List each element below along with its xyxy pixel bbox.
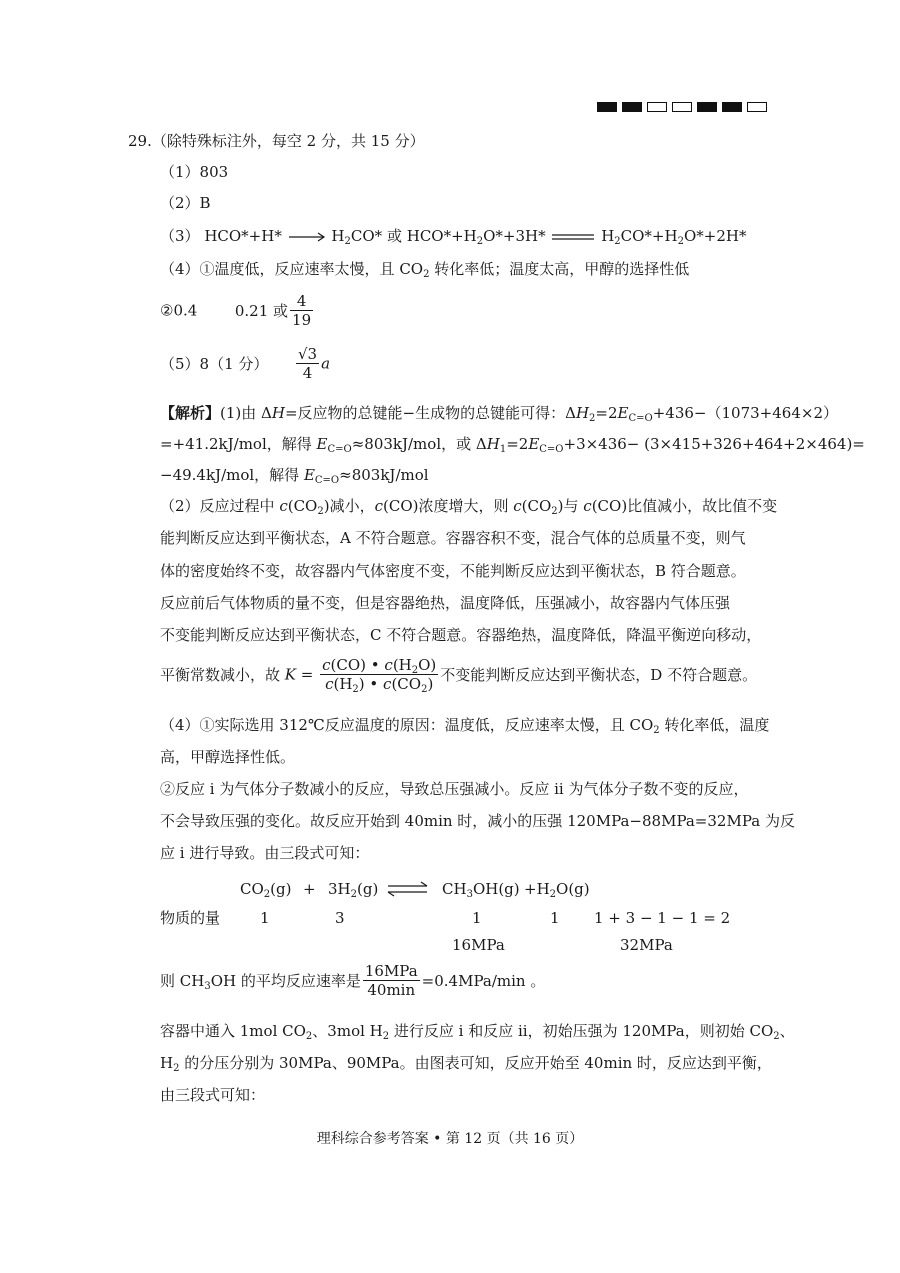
analysis-2-line2: 能判断反应达到平衡状态，A 不符合题意。容器容积不变，混合气体的总质量不变，则气 xyxy=(160,529,746,547)
reaction-ch3oh: $CH_3OH(g)$ xyxy=(442,880,520,900)
table-value-h2: 3 xyxy=(335,909,345,927)
fraction-4-19: $\frac{4}{19}$ xyxy=(292,292,312,329)
table-value-h2o: 1 xyxy=(550,909,560,927)
analysis-2-line5: 不变能判断反应达到平衡状态，C 不符合题意。容器绝热，温度降低，降温平衡逆向移动， xyxy=(160,626,762,644)
header-mark-1 xyxy=(597,102,617,112)
analysis-1-line2: =+41.2kJ/mol，解得 $E_{C=O}\approx 803kJ$/mol，或 $\Delta H_1=2E_{C=O}+3\times 436- (3\times 415+326+464+2\times 464)=$ xyxy=(160,435,865,455)
analysis-2-line6: 平衡常数减小，故 K = $\frac{c(CO) • c(H_2O)}{c(H_2) • c(CO_2)}$ 不变能判断反应达到平衡状态，D 不符合题意。 xyxy=(160,656,758,695)
reaction-h2: $3H_2(g)$ xyxy=(328,880,379,900)
table-row-label: 物质的量 xyxy=(160,909,221,927)
equals-icon xyxy=(550,232,596,242)
header-mark-3 xyxy=(647,102,667,112)
analysis-4-line3: ②反应 i 为气体分子数减小的反应，导致总压强减小。反应 ii 为气体分子数不变的反应， xyxy=(160,780,749,798)
last-line1: 容器中通入 1mol $CO_2$、3mol $H_2$ 进行反应 i 和反应 ii，初始压强为 120MPa，则初始 $CO_2$、 xyxy=(160,1022,795,1042)
eq1-left: HCO*+H* xyxy=(204,227,282,245)
reaction-plus: + xyxy=(303,880,316,898)
header-marks xyxy=(597,102,767,114)
table-value-co2: 1 xyxy=(260,909,270,927)
header-mark-7 xyxy=(747,102,767,112)
analysis-4-line4: 不会导致压强的变化。故反应开始到 40min 时，减小的压强 120MPa−88MPa=32MPa 为反 xyxy=(160,812,795,830)
analysis-2-line3: 体的密度始终不变，故容器内气体密度不变，不能判断反应达到平衡状态，B 符合题意。 xyxy=(160,562,746,580)
answer-1: （1）803 xyxy=(160,163,229,181)
table-pressure-1: 16MPa xyxy=(452,936,505,954)
header-mark-6 xyxy=(722,102,742,112)
answer-3: （3） HCO*+H* $H_2CO*$ 或 $HCO*+H_2O*+3H*$ $H_2CO*+H_2O*+2H*$ xyxy=(160,227,747,247)
eq1-right: $H_2CO*$ xyxy=(331,227,383,247)
equilibrium-constant-fraction: $\frac{c(CO) • c(H_2O)}{c(H_2) • c(CO_2)}$ xyxy=(322,656,437,695)
table-value-sum: 1 + 3 − 1 − 1 = 2 xyxy=(594,909,731,927)
question-number: 29.（除特殊标注外，每空 2 分，共 15 分） xyxy=(128,132,425,150)
header-mark-5 xyxy=(697,102,717,112)
reversible-arrow-icon xyxy=(385,880,431,898)
header-mark-2 xyxy=(622,102,642,112)
question-note: （除特殊标注外，每空 2 分，共 15 分） xyxy=(151,132,425,150)
reaction-h2o: $+H_2O(g)$ xyxy=(524,880,590,900)
answer-4-2: ②0.4 0.21 或 $\frac{4}{19}$ xyxy=(160,292,312,329)
answer-2: （2）B xyxy=(160,194,211,212)
fraction-sqrt3-4: $\frac{√3}{4}$ xyxy=(297,345,318,382)
analysis-4-line1: （4）①实际选用 312℃反应温度的原因：温度低，反应速率太慢，且 $CO_2$ 转化率低，温度 xyxy=(160,716,770,736)
eq2-right: $H_2CO*+H_2O*+2H*$ xyxy=(601,227,747,247)
analysis-1-line3: −49.4kJ/mol，解得 $E_{C=O}\approx 803kJ$/mol xyxy=(160,466,429,486)
analysis-1-line1: 【解析】(1)由 ΔH=反应物的总键能−生成物的总键能可得：$\Delta H_2=2E_{C=O}+436-(1073+464\times 2)$ xyxy=(160,404,838,424)
reaction-co2: $CO_2(g)$ xyxy=(240,880,292,900)
header-mark-4 xyxy=(672,102,692,112)
answer-4-1: （4）①温度低，反应速率太慢，且 $CO_2$ 转化率低；温度太高，甲醇的选择性低 xyxy=(160,260,690,280)
answer-5: （5）8（1 分） $\frac{√3}{4}$ a xyxy=(160,345,331,382)
arrow-icon xyxy=(287,232,327,242)
last-line3: 由三段式可知： xyxy=(160,1086,266,1104)
analysis-2-line1: （2）反应过程中 $c(CO_2)$减小，c(CO)浓度增大，则 $c(CO_2)$与 c(CO)比值减小，故比值不变 xyxy=(160,497,778,517)
rate-line: 则 $CH_3OH$ 的平均反应速率是 $\frac{\text{16MPa}}{40\min}$ =0.4MPa/min 。 xyxy=(160,962,546,999)
eq2-left: $HCO*+H_2O*+3H*$ xyxy=(406,227,546,247)
table-value-ch3oh: 1 xyxy=(472,909,482,927)
analysis-4-line5: 应 i 进行导致。由三段式可知： xyxy=(160,844,370,862)
table-pressure-2: 32MPa xyxy=(620,936,673,954)
last-line2: $H_2$ 的分压分别为 30MPa、90MPa。由图表可知，反应开始至 40min 时，反应达到平衡， xyxy=(160,1054,772,1074)
page-footer: 理科综合参考答案 • 第 12 页（共 16 页） xyxy=(316,1131,584,1147)
rate-fraction: $\frac{\text{16MPa}}{40\min}$ xyxy=(364,962,418,999)
analysis-2-line4: 反应前后气体物质的量不变，但是容器绝热，温度降低，压强减小，故容器内气体压强 xyxy=(160,594,731,612)
analysis-4-line2: 高，甲醇选择性低。 xyxy=(160,748,296,766)
